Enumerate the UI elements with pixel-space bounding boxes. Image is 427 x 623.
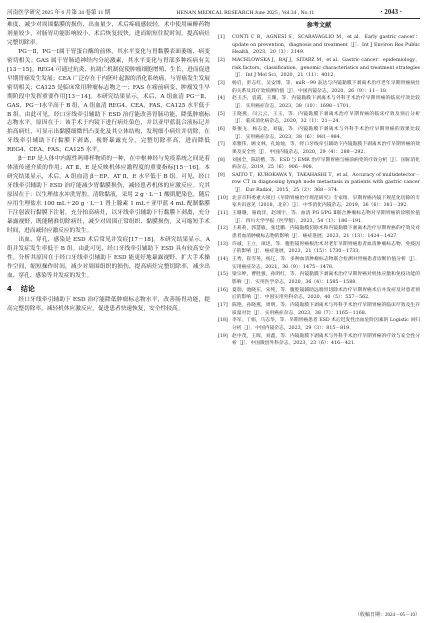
reference-number: [4] [218,96,225,102]
header-journal-cn: 河南医学研究 2025 年 6 月第 34 卷第 11 期 [7,10,111,16]
reference-text: 杨启，彭志红，吴安博，等．miR－99 表达与内镜黏膜下剥离术治疗老年早期胃癌病灶的关系及其疗效预测价值［J］．中国内镜杂志，2020，26（9）：11－18． [232,80,420,94]
reference-text: CONTI C B，AGNESI S，SCARAVAGLIO M，et al．Early gastric cancer：update on prevention，diagnosis and treatment［J］．Int J Environ Res Public Health，2023，20（3）：2149． [232,35,420,56]
reference-text: 王珊珊，骆政洋，赵翊宇，等．血清 PG Ⅰ/PG Ⅱ联合肿瘤标志物对早期胃癌的诊断价值［J］．四川大学学报（医学版），2023，54（1）：186－191． [232,211,420,224]
reference-item [218,34,420,57]
reference-item [218,141,420,156]
reference-text: 赵玉杰，袁霞，王珊，等．内镜黏膜下剥离术与外科手术治疗早期胃癌的临床疗效比较［J］．实用癌症杂志，2023，38（10）：1698－1701． [232,96,420,109]
left-column [7,21,210,314]
header-rule [7,18,420,19]
reference-number: [8] [218,157,225,163]
reference-text: 夏瑞，池晓东，宋纯，等．腹腔镜辅助远端胃切除术治疗早期胃癌术后并发症及对患者预后的影响［J］．中国实用外科杂志，2020，40（5）：557－562． [232,287,420,301]
reference-text: 王莉莉，郭慧敏，张廷鹏．内镜黏膜切除术和内镜黏膜下剥离术治疗早期胃癌的疗效及对患者血清肿瘤标志物的影响［J］．癌症进展，2023，21（13）：1424－1427． [232,226,420,240]
reference-item [218,333,420,348]
reference-item [218,80,420,95]
reference-text: 梁宗婷，曹胜强，孙明红，等．内镜黏膜下剥离术治疗早期胃癌对机体应激和免疫功能的影响［J］．实用医学杂志，2020，36（4）：1585－1588． [232,272,420,285]
reference-text: 李军，丁娟，马志华，等．早期胃癌患者 ESD 术后迟发性出血危险因素的 Logistic 回归分析［J］．中国内镜杂志，2023，29（3）：815－819． [232,318,420,331]
reference-number: [10] [218,195,228,201]
received-date: （收稿日期：2024－05－10） [354,613,420,618]
reference-number: [7] [218,142,225,148]
reference-list [218,34,420,348]
reference-text: 蔡俊飞，杨志金，刘猛，等．内镜黏膜下剥离术与外科手术治疗早期胃癌的效果比较［J］．实用癌症杂志，2023，38（6）：981－984． [232,126,420,140]
reference-text: 王晓燕，闫云云，王玉，等．内镜黏膜下剥离术治疗早期胃癌的临床疗效及预后分析［J］．临床消化病杂志，2020，32（1）：21－24． [232,111,420,125]
body-paragraph: β－EP 是人体中内源性吗啡样物质的一种，在中枢神经与免疫系统之间是着体液传递介质的作用；AT Ⅱ、E 是反映机体应激程度的重要指标[15－16]。本研究结果显示，术后，A 组血清 β－EP、AT Ⅱ、E 水平低于 B 组。可见，经口牙线牵引辅助下 ESD 治疗能减少胃黏膜损伤，减轻患者机体的应激反应。究其原因在于：以生理盐水冲洗胃腔，清除黏液，采用 2 g · L－1 酸肌肥染色，随后应用生理盐水 100 mL＋20 g · L－1 肾上腺素 1 mL＋亚甲蓝 4 mL 配制黏膜下注射液行黏膜下注射，充分抬高病灶，以牙线牵引辅助下行黏膜下剥离，充分暴露视野，既能精准切除病灶，减少对周围正常组织、黏膜损伤，又可缩短手术时间，进而减轻应激反应的发生。 [7,156,210,234]
reference-text: 邓雅伟，顾文林，孔灿灿，等．经口牙线牵引辅助下内镜黏膜下剥离术治疗早期胃癌的效果及安全性［J］．中国内镜杂志，2020，29（4）：288－292． [232,142,420,155]
reference-text: 王秀，崔雪英，杨辽，等．多种血清肿瘤标志物联合检测对胃癌患者诊断价值分析［J］．实用癌症杂志，2021，36（9）：1475－1478． [232,257,420,270]
reference-number: [6] [218,126,225,132]
reference-item [218,225,420,240]
reference-number: [9] [218,172,225,178]
reference-item [218,111,420,126]
reference-item [218,241,420,256]
body-paragraph: PG－Ⅱ，PG－Ⅰ属于胃蛋白酶的前体，其水平变化与胃黏膜表面萎缩、病变密切相关；GAS 属于胃肠道神经内分泌激素，其水平变化与胃部多种疾病有关[13－15]。REG4 可通过抗炎、抗凋亡机制促使肿瘤细胞增殖、生长，进而促进早期胃癌发生发展；CEA 广泛存在于内胚叶起源的消化系统癌，与胃癌发生发展密切相关；CA125 是临床常用肿瘤标志物之一；FAS 在癌前病变、肿瘤发生早期阶段中发挥重要作用[13－14]。本研究结果显示，术后，A 组血清 PG－Ⅱ、GAS、PG－Ⅰ水平高于 B 组，A 组血清 REG4、CEA、FAS、CA125 水平低于 B 组。由此可见，经口牙线牵引辅助下 ESD 治疗能改善胃肠功能，降低肿瘤标志物水平。原因在于：该手术于内镜下进行病灶染色，并以亚甲蓝混合液标记并拍高病灶，可显示出黏膜细微凹凸变化及其立体结构，发现细小病灶并切除，在牙线牵引辅助下行黏膜下剥离，视野暴露充分，完整切除率高，进而降低 REG4、CEA、FAS、CA125 水平。 [7,48,210,154]
body-paragraph: 难度，减少对周围黏膜的损伤，出血量少，术后疼痛感较轻，术中使用麻醉药物剂量较少，对肠胃功能影响较小，术后恢复较快，进而缩短住院时间，提高病灶完整切除率。 [7,22,210,46]
reference-number: [1] [218,35,225,40]
body-paragraph: 出血、穿孔、感染是 ESD 术后常见并发症[17－18]。本研究结果显示，A 组并发症发生率低于 B 组。由此可见，经口牙线牵引辅助下 ESD 具有较高安全性。分析其原因在于经口牙线牵引辅助下 ESD 能更好地暴露视野，扩大手术操作空间，缩短操作时间，减少对周围组织的损伤，提高病灶完整切除率，减少出血、穿孔、感染等并发症的发生。 [7,236,210,279]
reference-number: [18] [218,318,228,324]
reference-text: 赵中茂，王晖，刘鑫，等．内镜黏膜下剥离术与外科手术治疗早期胃癌的疗效与安全性分析［J］．中国微创外科杂志，2023，23（6）：416－421． [232,333,420,347]
reference-number: [12] [218,226,228,232]
reference-text: MACHLOWSKA J，BAJ J，SITARZ M，et al．Gastric cancer：epidemiology，risk factors，classification，genomic characteristics and treatment strategies［J］．Int J Mol Sci，2020，21（11）：4012． [232,57,420,79]
reference-number: [13] [218,241,228,247]
reference-item [218,57,420,80]
header-journal-en: HENAN MEDICAL RESEARCH June 2025 , Vol.34 , No.11 [176,10,315,16]
running-header [7,6,420,16]
reference-number: [19] [218,333,228,339]
reference-item [218,317,420,332]
section-number: 4 [7,284,12,293]
reference-item [218,172,420,195]
section-title: 结论 [20,284,35,293]
section-heading [7,283,210,295]
reference-number: [17] [218,302,228,308]
reference-item [218,210,420,225]
reference-item [218,302,420,317]
reference-text: 陈艳，孙晓燕，周明，等．内镜黏膜下剥离术与外科手术治疗早期胃癌的临床疗效及生存质量对比［J］．实用癌症杂志，2023，38（7）：1165－1168． [232,302,420,316]
reference-number: [5] [218,111,225,117]
reference-item [218,95,420,110]
reference-item [218,195,420,210]
reference-item [218,271,420,286]
reference-text: 北京市科委重大项目《早期胃癌治疗规范研究》专家组．早期胃癌内镜下规范化切除的专家共识意见（2018，北京）［J］．中华消化内镜杂志，2019，36（6）：381－392． [232,195,420,209]
reference-number: [2] [218,57,225,63]
reference-number: [16] [218,287,228,293]
reference-number: [11] [218,211,228,217]
reference-item [218,256,420,271]
references-title: 参考文献 [306,22,332,29]
reference-number: [15] [218,272,228,278]
reference-text: SAITO T，KUROKAWA Y，TAKAHASHI T，et al．Accuracy of multidetector－row CT in diagnosing lymph node metastasis in patients with gastric cancer［J］．Eur Radiol，2015，25（2）：368－374． [232,172,420,194]
reference-item [218,287,420,302]
page-number: · 2043 · [380,9,402,16]
references-column [218,21,420,348]
reference-item [218,157,420,172]
reference-text: 刘国全，陈培楷，等．ESD 与 EMR 治疗早期胃癌与癌前病变的疗效分析［J］．国际消化病杂志，2019，25（6）：906－908． [232,157,420,171]
reference-item [218,126,420,141]
reference-number: [3] [218,80,225,86]
conclusion-paragraph: 经口牙线牵引辅助下 ESD 治疗能降低肿瘤标志物水平，改善肠胃功能，提高完整切除率，减轻机体应激反应，促进患者快速恢复，安全性较高。 [7,296,210,312]
reference-text: 许诚，王立，项迅，等．腹腔镜胃癌根治术对老年早期胃癌患者血清肿瘤标志物、免疫因子的影响［J］．癌症进展，2023，21（15）：1730－1733． [232,241,420,255]
reference-number: [14] [218,257,228,263]
